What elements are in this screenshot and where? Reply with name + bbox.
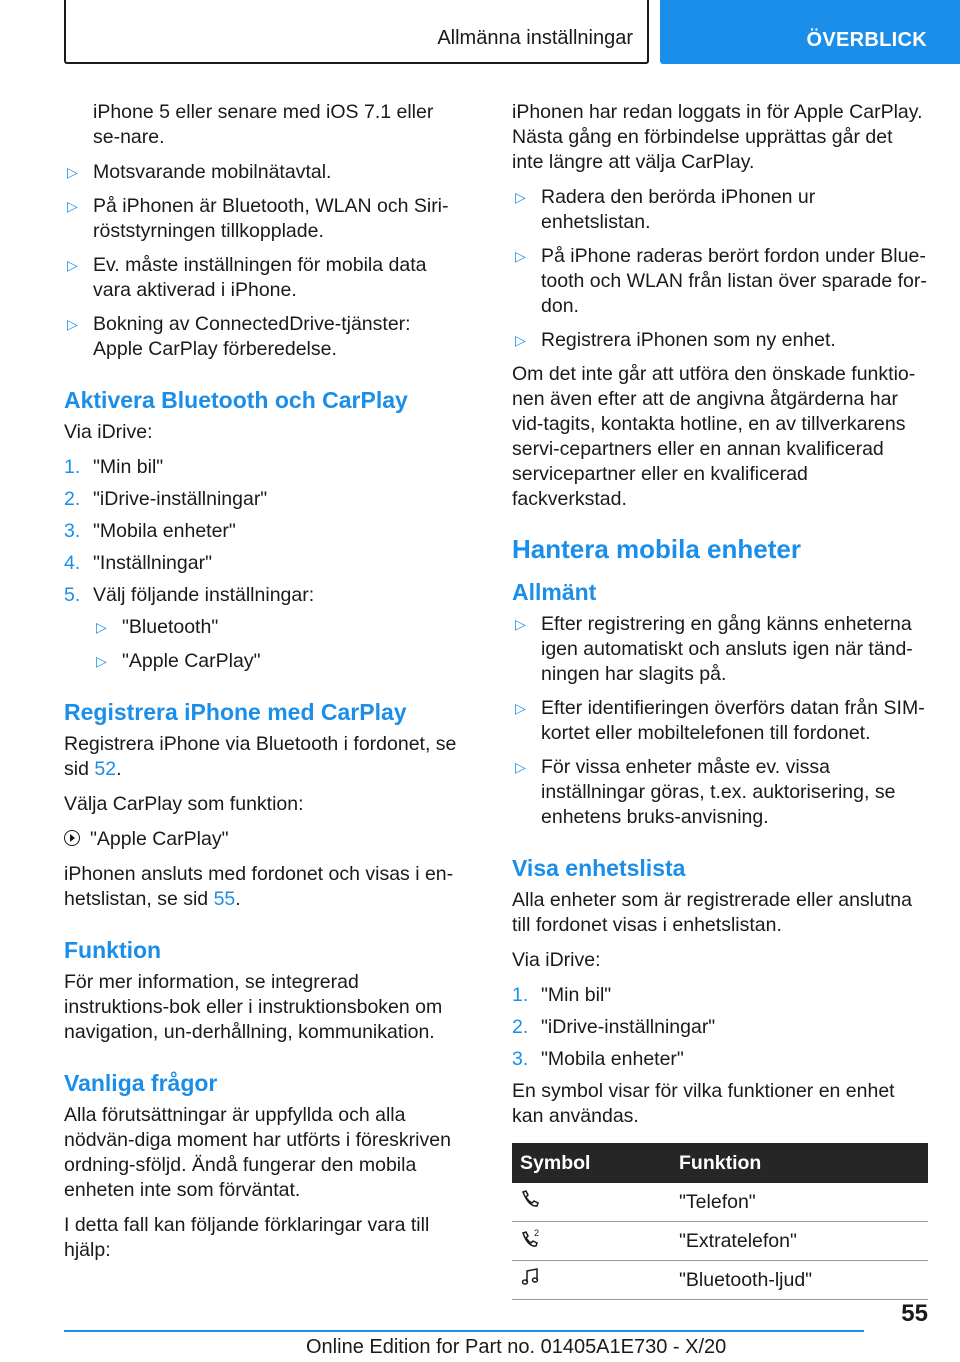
heading-device-list: Visa enhetslista	[512, 855, 686, 881]
faq-text: Alla förutsättningar är uppfyllda och alla nödvän-diga moment har utförts i föreskriven ordning-sföljd. Ändå fungerar den mobila enheten inte som förväntat.	[64, 1104, 451, 1201]
triangle-bullet-icon: ▷	[515, 332, 526, 348]
list-item: ▷ Ev. måste inställningen för mobila data vara aktiverad i iPhone.	[67, 254, 427, 301]
list-item: ▷ Efter registrering en gång känns enheterna igen automatiskt och ansluts igen när tänd-ningen har slagits på.	[515, 613, 913, 685]
step-item: 2. "iDrive-inställningar"	[64, 488, 268, 510]
list-item: ▷ Registrera iPhonen som ny enhet.	[515, 329, 836, 351]
triangle-bullet-icon: ▷	[515, 616, 526, 632]
connected-text: iPhonen ansluts med fordonet och visas i en-hetslistan, se sid 55.	[64, 863, 454, 910]
list-item: ▷ Motsvarande mobilnätavtal.	[67, 161, 332, 183]
section-title: Allmänna inställningar	[437, 27, 633, 49]
list-item: ▷ Radera den berörda iPhonen ur enhetslistan.	[515, 186, 816, 233]
table-row	[512, 1183, 928, 1222]
page-link[interactable]: 52	[94, 758, 117, 780]
sub-list-item: ▷ "Apple CarPlay"	[96, 650, 261, 672]
triangle-bullet-icon: ▷	[67, 257, 78, 273]
table-row	[512, 1222, 928, 1261]
phone-2-icon	[520, 1228, 542, 1248]
via-idrive: Via iDrive:	[64, 421, 153, 443]
faq-text: I detta fall kan följande förklaringar vara till hjälp:	[64, 1214, 430, 1261]
triangle-bullet-icon: ▷	[96, 619, 107, 635]
via-idrive: Via iDrive:	[512, 949, 601, 971]
symbol-table	[512, 1143, 928, 1300]
step-item: 3. "Mobila enheter"	[64, 520, 236, 542]
footer-edition: Online Edition for Part no. 01405A1E730 - X/20	[306, 1336, 727, 1358]
controller-arrow-icon	[64, 830, 80, 846]
table-cell-function: "Extratelefon"	[671, 1222, 928, 1261]
sub-list-item: ▷ "Bluetooth"	[96, 616, 219, 638]
page-number: 55	[901, 1300, 928, 1327]
chapter-tab[interactable]	[660, 0, 960, 64]
list-item: ▷ På iPhonen är Bluetooth, WLAN och Siri-röststyrningen tillkopplade.	[67, 195, 449, 242]
table-cell-function: "Bluetooth-ljud"	[671, 1261, 928, 1300]
heading-manage: Hantera mobila enheter	[512, 534, 801, 564]
step-item: 3. "Mobila enheter"	[512, 1048, 684, 1070]
list-item: ▷ På iPhone raderas berört fordon under Blue-tooth och WLAN från listan över sparade for-don.	[515, 245, 927, 317]
table-header-symbol: Symbol	[512, 1143, 671, 1183]
choose-text: Välja CarPlay som funktion:	[64, 793, 304, 815]
list-item: ▷ Bokning av ConnectedDrive-tjänster: Apple CarPlay förberedelse.	[67, 313, 411, 360]
help-text: Om det inte går att utföra den önskade funktio-nen även efter att de angivna åtgärderna har vid-tagits, kontakta hotline, en av tillverkarens servi-cepartners eller en annan kvalificerad servicepartner eller en kvalificerad fackverkstad.	[512, 363, 916, 510]
step-item: 1. "Min bil"	[512, 984, 612, 1006]
music-note-icon	[520, 1267, 540, 1287]
heading-faq: Vanliga frågor	[64, 1070, 218, 1096]
intro-line: iPhone 5 eller senare med iOS 7.1 eller se-nare.	[93, 101, 434, 148]
step-item: 1. "Min bil"	[64, 456, 164, 478]
phone-icon	[520, 1189, 540, 1209]
triangle-bullet-icon: ▷	[67, 198, 78, 214]
heading-general: Allmänt	[512, 579, 597, 605]
triangle-bullet-icon: ▷	[67, 164, 78, 180]
step-item: 5. Välj följande inställningar:	[64, 584, 315, 606]
chapter-title: ÖVERBLICK	[806, 29, 927, 51]
list-text: Alla enheter som är registrerade eller anslutna till fordonet visas i enhetslistan.	[512, 889, 912, 936]
register-text: Registrera iPhone via Bluetooth i fordonet, se sid 52.	[64, 733, 457, 780]
function-text: För mer information, se integrerad instruktions-bok eller i instruktionsboken om navigation, un-derhållning, kommunikation.	[64, 971, 443, 1043]
symbol-text: En symbol visar för vilka funktioner en enhet kan användas.	[512, 1080, 895, 1127]
triangle-bullet-icon: ▷	[515, 700, 526, 716]
table-cell-function: "Telefon"	[671, 1183, 928, 1222]
svg-text:2: 2	[534, 1227, 540, 1238]
page-header	[0, 0, 960, 68]
table-header-function: Funktion	[671, 1143, 928, 1183]
intro-text: iPhonen har redan loggats in för Apple CarPlay. Nästa gång en förbindelse upprättas går det inte längre att välja CarPlay.	[512, 101, 923, 173]
step-item: 4. "Inställningar"	[64, 552, 212, 574]
triangle-bullet-icon: ▷	[515, 759, 526, 775]
heading-function: Funktion	[64, 937, 162, 963]
page-link[interactable]: 55	[213, 888, 236, 910]
choose-item: "Apple CarPlay"	[64, 827, 464, 852]
table-header-row	[512, 1143, 928, 1183]
list-item: ▷ För vissa enheter måste ev. vissa inställningar göras, t.ex. auktorisering, se enhetens bruks-anvisning.	[515, 756, 896, 828]
list-item: ▷ Efter identifieringen överförs datan från SIM-kortet eller mobiltelefonen till fordonet.	[515, 697, 925, 744]
heading-register: Registrera iPhone med CarPlay	[64, 699, 407, 725]
triangle-bullet-icon: ▷	[67, 316, 78, 332]
triangle-bullet-icon: ▷	[96, 653, 107, 669]
heading-activate: Aktivera Bluetooth och CarPlay	[64, 387, 408, 413]
triangle-bullet-icon: ▷	[515, 189, 526, 205]
left-column	[64, 100, 464, 1273]
footer-divider	[64, 1330, 864, 1332]
step-item: 2. "iDrive-inställningar"	[512, 1016, 716, 1038]
triangle-bullet-icon: ▷	[515, 248, 526, 264]
section-tab[interactable]	[64, 0, 649, 64]
right-column	[512, 100, 928, 1300]
table-row	[512, 1261, 928, 1300]
